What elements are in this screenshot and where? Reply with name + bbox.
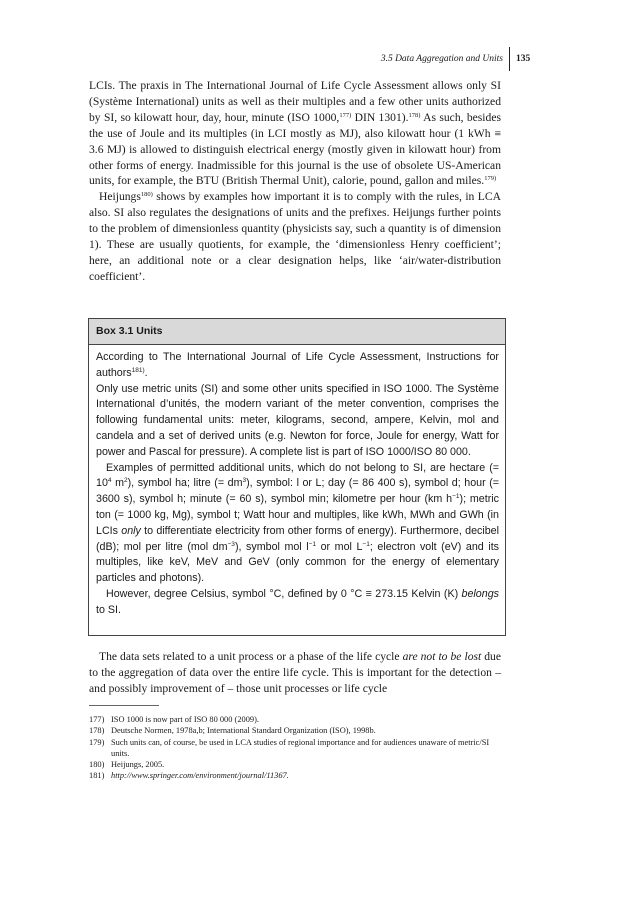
footnote-ref-181: 181) xyxy=(131,366,145,374)
footnote-ref-179: 179) xyxy=(484,175,497,183)
footnote: 178) Deutsche Normen, 1978a,b; International Standard Organization (ISO), 1998b. xyxy=(89,726,376,736)
page-number: 135 xyxy=(516,54,531,64)
intro-paragraph-2: Heijungs$^{180)}$ shows by examples how important it is to comply with the rules, in LCA also. SI also regulates the designations of units and the prefixes. Heijungs further points to the problem of dimensionless quantity (physicists say, such a quantity is of dimension 1). These are usually quotients, for example, the ‘dimensionless Henry coefficient’; here, an additional note or a clear designation helps, like ‘air/water-distribution coefficient’. xyxy=(89,190,501,283)
footnote: 177) ISO 1000 is now part of ISO 80 000 (2009). xyxy=(89,715,259,724)
running-section-title: 3.5 Data Aggregation and Units xyxy=(380,54,503,64)
intro-text xyxy=(89,78,501,285)
box-paragraph-2: Only use metric units (SI) and some other units specified in ISO 1000. The Système International d’unités, the modern variant of the meter convention, comprises the following fundamental units: meter, kilograms, second, ampere, Kelvin, mol and candela and a set of derived units (e.g. Newton for force, Joule for energy, Watt for power and Pascal for pressure). A complete list is part of ISO 1000/ISO 80 000. xyxy=(96,382,499,458)
box-title: Box 3.1 Units xyxy=(89,319,505,345)
after-box-text xyxy=(89,649,501,697)
footnotes xyxy=(89,714,501,782)
footnote: 181) http://www.springer.com/environment/journal/11367. xyxy=(89,770,501,781)
footnote-ref-177: 177) xyxy=(339,111,352,119)
box-paragraph-4: However, degree Celsius, symbol °C, defined by 0 °C ≡ 273.15 Kelvin (K) belongs to SI. xyxy=(96,587,499,616)
footnote-link[interactable]: http://www.springer.com/environment/journal/11367. xyxy=(111,771,289,781)
box-body xyxy=(89,345,505,619)
footnote: 179) Such units can, of course, be used in LCA studies of regional importance and for audiences unaware of metric/SI units. xyxy=(89,737,490,758)
after-box-paragraph: The data sets related to a unit process or a phase of the life cycle are not to be lost due to the aggregation of data over the entire life cycle. This is important for the detection – and possibly improvement of – those unit processes or life cycle xyxy=(89,650,502,695)
intro-paragraph-1: LCIs. The praxis in The International Journal of Life Cycle Assessment allows only SI (Système International) units as well as their multiples and a few other units authorized by SI, so kilowatt hour, day, hour, minute (ISO 1000,$^{177)}$ DIN 1301).$^{178)}$ As such, besides the use of Joule and its multiples (in LCI mostly as MJ), also kilowatt hour (1 kWh ≡ 3.6 MJ) is allowed to distinguish electrical energy (mostly given in kilowatt hour) from other forms of energy. Inadmissible for this journal is the use of obsolete US-American units, for example, the BTU (British Thermal Unit), calorie, pound, gallon and miles.$^{179)}$ xyxy=(89,79,501,188)
box-paragraph-1: According to The International Journal of Life Cycle Assessment, Instructions for authors$^{181)}$. xyxy=(96,351,499,379)
header-divider xyxy=(509,47,510,71)
footnote-divider xyxy=(89,705,159,706)
footnote: 180) Heijungs, 2005. xyxy=(89,760,165,770)
page-header xyxy=(0,47,627,71)
footnote-ref-178: 178) xyxy=(408,111,421,119)
units-box xyxy=(88,318,506,636)
footnote-ref-180: 180) xyxy=(140,191,153,199)
box-paragraph-3: Examples of permitted additional units, which do not belong to SI, are hectare (= $10^4$ $m^2$), symbol ha; litre (= $dm^3$), symbol: l or L; day (= 86 400 s), symbol d; hour (= 3600 s), symbol h; minute (= 60 s), symbol min; kilometre per hour (km $h^{-1}$); metric ton (= 1000 kg, Mg), symbol t; Watt hour and multiples, like kWh, MWh and GWh (in LCIs only to differentiate electricity from other forms of energy). Furthermore, decibel (dB); mol per litre (mol $dm^{-3}$), symbol mol $l^{-1}$ or mol $L^{-1}$; electron volt (eV) and its multiples, like keV, MeV and GeV (only common for the energy of elementary particles and photons). xyxy=(96,461,500,585)
